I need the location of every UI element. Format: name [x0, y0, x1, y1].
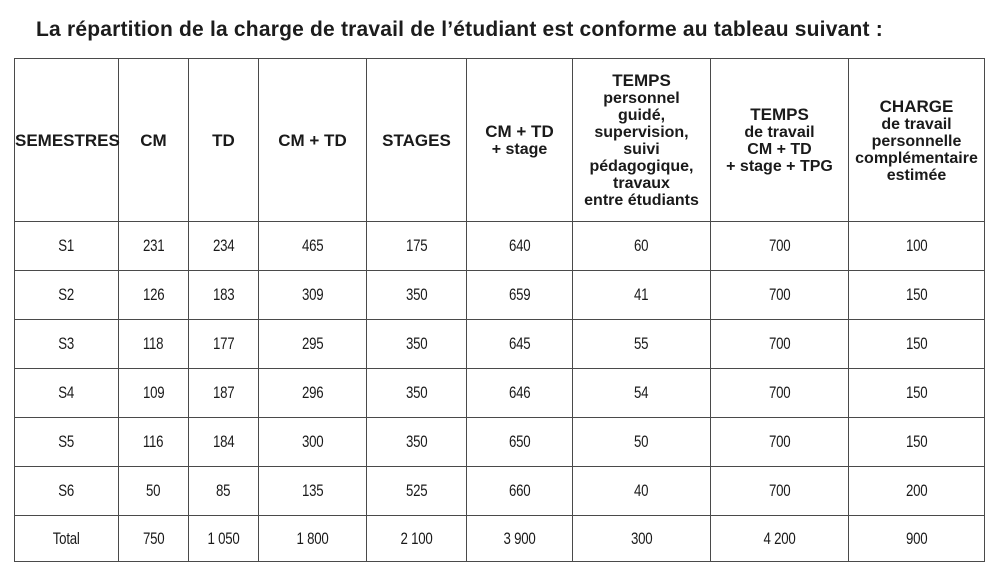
cell-temps-de-travail	[711, 516, 849, 562]
table-body	[15, 222, 985, 562]
cell-cm-td	[259, 418, 367, 467]
cell-temps-de-travail	[711, 418, 849, 467]
cell-value: 183	[212, 285, 235, 304]
cell-semestres	[15, 467, 119, 516]
header-cm-td	[259, 59, 367, 222]
cell-value: 118	[143, 334, 164, 353]
cell-value: 300	[630, 528, 653, 548]
cell-value: 85	[216, 481, 231, 500]
header-line: guidé,	[617, 107, 666, 124]
cell-value: 350	[405, 383, 428, 402]
cell-value: 700	[768, 432, 791, 451]
header-line: travaux	[613, 175, 670, 192]
cell-cm-td	[259, 271, 367, 320]
table-row	[15, 467, 985, 516]
cell-value: 116	[143, 432, 164, 451]
cell-charge-personnelle	[849, 467, 985, 516]
cell-value: 60	[634, 236, 649, 255]
header-cm-td-stage	[467, 59, 573, 222]
cell-value: S4	[58, 383, 75, 402]
cell-cm	[119, 467, 189, 516]
header-line: complémentaire	[855, 149, 978, 167]
table-row	[15, 418, 985, 467]
cell-value: 150	[905, 432, 928, 451]
cell-temps-personnel-guide	[573, 369, 711, 418]
cell-value: 700	[768, 481, 791, 500]
header-line: STAGES	[382, 130, 451, 150]
cell-value: 187	[212, 383, 235, 402]
cell-value: 50	[146, 481, 161, 500]
cell-value: S3	[58, 334, 75, 353]
cell-value: 700	[768, 334, 791, 353]
cell-temps-de-travail	[711, 320, 849, 369]
cell-value: 135	[301, 481, 324, 500]
header-line: + stage	[491, 141, 548, 158]
cell-value: S5	[58, 432, 75, 451]
header-cm	[119, 59, 189, 222]
header-charge-personnelle	[849, 59, 985, 222]
header-temps-de-travail	[711, 59, 849, 222]
cell-value: 54	[634, 383, 649, 402]
header-line: TD	[212, 130, 235, 150]
cell-value: 750	[142, 528, 165, 548]
cell-value: 175	[405, 236, 428, 255]
cell-charge-personnelle	[849, 271, 985, 320]
table-row	[15, 271, 985, 320]
table-row	[15, 369, 985, 418]
cell-cm-td-stage	[467, 222, 573, 271]
cell-value: 100	[905, 236, 928, 255]
header-line: TEMPS	[612, 71, 671, 90]
cell-cm-td	[259, 369, 367, 418]
cell-cm-td-stage	[467, 418, 573, 467]
cell-cm	[119, 320, 189, 369]
cell-value: 700	[768, 383, 791, 402]
cell-td	[189, 320, 259, 369]
cell-cm	[119, 369, 189, 418]
cell-stages	[367, 516, 467, 562]
cell-value: 296	[301, 383, 324, 402]
header-line: CM	[140, 130, 167, 150]
cell-cm-td	[259, 516, 367, 562]
cell-stages	[367, 418, 467, 467]
cell-semestres	[15, 271, 119, 320]
header-line: TEMPS	[750, 105, 809, 124]
cell-semestres	[15, 516, 119, 562]
cell-charge-personnelle	[849, 369, 985, 418]
header-row	[15, 59, 985, 222]
cell-cm	[119, 271, 189, 320]
cell-value: 41	[634, 285, 649, 304]
header-line: supervision,	[594, 124, 689, 141]
cell-value: 300	[301, 432, 324, 451]
header-line: estimée	[886, 166, 947, 184]
header-temps-personnel-guide	[573, 59, 711, 222]
cell-value: 2 100	[400, 528, 433, 548]
cell-cm-td-stage	[467, 320, 573, 369]
cell-value: 40	[634, 481, 649, 500]
cell-cm-td	[259, 222, 367, 271]
cell-value: 309	[301, 285, 324, 304]
cell-value: 350	[405, 432, 428, 451]
cell-value: 295	[301, 334, 324, 353]
table-row	[15, 222, 985, 271]
cell-value: 900	[905, 528, 928, 548]
cell-value: 659	[508, 285, 531, 304]
cell-td	[189, 222, 259, 271]
cell-charge-personnelle	[849, 320, 985, 369]
cell-cm-td-stage	[467, 271, 573, 320]
cell-stages	[367, 369, 467, 418]
header-line: SEMESTRES	[15, 130, 120, 150]
cell-temps-de-travail	[711, 271, 849, 320]
cell-value: 465	[301, 236, 324, 255]
cell-value: 700	[768, 285, 791, 304]
header-line: CHARGE	[879, 96, 954, 116]
cell-temps-personnel-guide	[573, 271, 711, 320]
header-line: de travail	[881, 115, 952, 133]
header-line: suivi	[623, 141, 660, 158]
total-row	[15, 516, 985, 562]
cell-value: 350	[405, 285, 428, 304]
cell-temps-personnel-guide	[573, 418, 711, 467]
intro-text: La répartition de la charge de travail de l’étudiant est conforme au tableau suivant :	[36, 18, 883, 41]
header-td	[189, 59, 259, 222]
cell-value: 1 050	[207, 528, 240, 548]
header-line: CM + TD	[278, 130, 347, 150]
cell-charge-personnelle	[849, 516, 985, 562]
cell-temps-personnel-guide	[573, 320, 711, 369]
cell-value: 184	[212, 432, 235, 451]
cell-semestres	[15, 320, 119, 369]
cell-value: 150	[905, 334, 928, 353]
cell-cm-td	[259, 467, 367, 516]
cell-value: 150	[905, 285, 928, 304]
cell-value: 109	[142, 383, 165, 402]
cell-value: 640	[508, 236, 531, 255]
cell-value: 3 900	[503, 528, 536, 548]
header-line: pédagogique,	[589, 158, 694, 175]
cell-charge-personnelle	[849, 418, 985, 467]
cell-value: 50	[634, 432, 649, 451]
cell-semestres	[15, 418, 119, 467]
cell-value: 231	[142, 236, 165, 255]
header-line: entre étudiants	[584, 192, 699, 209]
cell-value: S6	[58, 481, 75, 500]
cell-semestres	[15, 222, 119, 271]
cell-value: 234	[212, 236, 235, 255]
cell-cm-td-stage	[467, 467, 573, 516]
cell-td	[189, 369, 259, 418]
cell-temps-personnel-guide	[573, 516, 711, 562]
cell-value: S1	[58, 236, 75, 255]
cell-stages	[367, 271, 467, 320]
cell-temps-de-travail	[711, 467, 849, 516]
cell-cm	[119, 516, 189, 562]
cell-cm-td-stage	[467, 369, 573, 418]
cell-stages	[367, 467, 467, 516]
cell-td	[189, 418, 259, 467]
cell-cm	[119, 418, 189, 467]
cell-cm-td	[259, 320, 367, 369]
cell-value: 177	[212, 334, 235, 353]
cell-cm-td-stage	[467, 516, 573, 562]
header-semestres	[15, 59, 119, 222]
cell-value: Total	[53, 528, 80, 548]
cell-semestres	[15, 369, 119, 418]
cell-stages	[367, 320, 467, 369]
cell-td	[189, 467, 259, 516]
header-line: de travail	[744, 124, 815, 141]
cell-value: 1 800	[296, 528, 329, 548]
cell-value: 660	[508, 481, 531, 500]
table-row	[15, 320, 985, 369]
cell-value: 126	[142, 285, 165, 304]
header-line: personnel	[603, 90, 680, 107]
cell-value: 55	[634, 334, 649, 353]
header-line: + stage + TPG	[726, 158, 833, 175]
cell-stages	[367, 222, 467, 271]
cell-charge-personnelle	[849, 222, 985, 271]
cell-temps-personnel-guide	[573, 467, 711, 516]
cell-value: 645	[508, 334, 531, 353]
cell-value: S2	[58, 285, 75, 304]
header-line: CM + TD	[485, 122, 554, 141]
workload-table	[14, 58, 985, 562]
cell-value: 200	[905, 481, 928, 500]
cell-temps-de-travail	[711, 369, 849, 418]
cell-temps-de-travail	[711, 222, 849, 271]
cell-value: 350	[405, 334, 428, 353]
cell-temps-personnel-guide	[573, 222, 711, 271]
header-line: personnelle	[871, 132, 962, 150]
cell-cm	[119, 222, 189, 271]
cell-value: 525	[405, 481, 428, 500]
cell-value: 150	[905, 383, 928, 402]
cell-value: 646	[508, 383, 531, 402]
header-stages	[367, 59, 467, 222]
cell-td	[189, 516, 259, 562]
cell-td	[189, 271, 259, 320]
cell-value: 4 200	[763, 528, 796, 548]
header-line: CM + TD	[747, 141, 812, 158]
cell-value: 650	[508, 432, 531, 451]
cell-value: 700	[768, 236, 791, 255]
